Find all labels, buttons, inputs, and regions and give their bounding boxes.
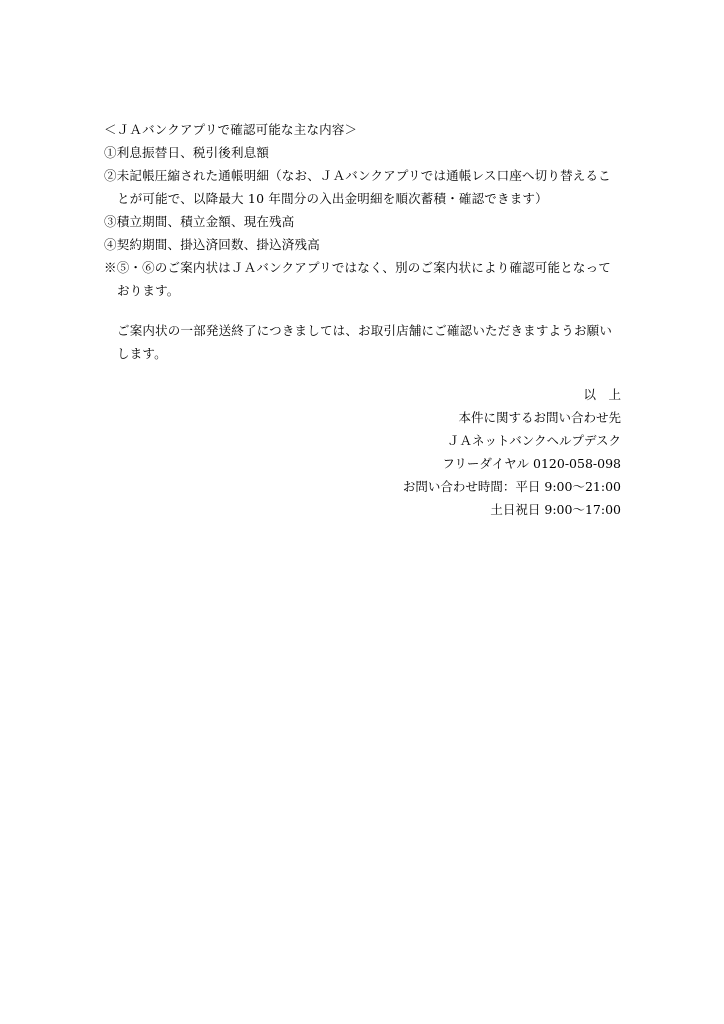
- notice-line-1: ご案内状の一部発送終了につきましては、お取引店舗にご確認いただきますようお願い: [117, 323, 613, 338]
- closing-ijo: 以 上: [583, 387, 621, 402]
- item-1: ①利息振替日、税引後利息額: [104, 145, 270, 160]
- freedial-number: フリーダイヤル 0120-058-098: [442, 456, 621, 471]
- item-3: ③積立期間、積立金額、現在残高: [104, 214, 295, 229]
- hours-weekend: 土日祝日 9:00～17:00: [490, 502, 621, 517]
- item-4: ④契約期間、掛込済回数、掛込済残高: [104, 237, 320, 252]
- contact-heading: 本件に関するお問い合わせ先: [458, 410, 621, 425]
- notice-line-2: します。: [117, 346, 167, 361]
- note-line-1: ※⑤・⑥のご案内状はＪＡバンクアプリではなく、別のご案内状により確認可能となって: [104, 260, 612, 275]
- hours-weekday: お問い合わせ時間：平日 9:00～21:00: [402, 479, 621, 494]
- helpdesk-name: ＪＡネットバンクヘルプデスク: [446, 433, 621, 448]
- item-2-line-2: とが可能で、以降最大 10 年間分の入出金明細を順次蓄積・確認できます）: [117, 191, 548, 206]
- note-line-2: おります。: [117, 283, 180, 298]
- section-heading: ＜ＪＡバンクアプリで確認可能な主な内容＞: [104, 122, 358, 137]
- item-2-line-1: ②未記帳圧縮された通帳明細（なお、ＪＡバンクアプリでは通帳レス口座へ切り替えるこ: [104, 168, 611, 183]
